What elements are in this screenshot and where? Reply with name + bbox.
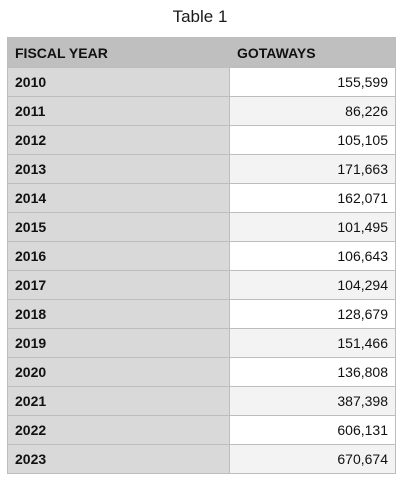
value-cell: 128,679 [230,300,396,329]
table-row [8,271,396,300]
value-cell: 387,398 [230,387,396,416]
header-gotaways: GOTAWAYS [230,38,396,68]
table-row [8,68,396,97]
year-cell: 2022 [8,416,230,445]
value-cell: 151,466 [230,329,396,358]
table-row [8,416,396,445]
year-cell: 2015 [8,213,230,242]
value-cell: 101,495 [230,213,396,242]
year-cell: 2018 [8,300,230,329]
table-row [8,445,396,474]
table-row [8,184,396,213]
value-cell: 606,131 [230,416,396,445]
table-row [8,358,396,387]
table-row [8,97,396,126]
year-cell: 2014 [8,184,230,213]
value-cell: 104,294 [230,271,396,300]
year-cell: 2023 [8,445,230,474]
table-caption: Table 1 [172,7,228,26]
year-cell: 2013 [8,155,230,184]
table-row [8,387,396,416]
table-row [8,329,396,358]
value-cell: 171,663 [230,155,396,184]
value-cell: 155,599 [230,68,396,97]
year-cell: 2021 [8,387,230,416]
table-row [8,126,396,155]
table-row [8,213,396,242]
year-cell: 2020 [8,358,230,387]
header-fiscal-year: FISCAL YEAR [8,38,230,68]
value-cell: 162,071 [230,184,396,213]
table-row [8,155,396,184]
value-cell: 136,808 [230,358,396,387]
gotaways-table [7,37,396,474]
value-cell: 105,105 [230,126,396,155]
value-cell: 670,674 [230,445,396,474]
year-cell: 2012 [8,126,230,155]
year-cell: 2016 [8,242,230,271]
table-header-row [8,38,396,68]
table-row [8,242,396,271]
year-cell: 2017 [8,271,230,300]
year-cell: 2010 [8,68,230,97]
value-cell: 86,226 [230,97,396,126]
value-cell: 106,643 [230,242,396,271]
year-cell: 2011 [8,97,230,126]
year-cell: 2019 [8,329,230,358]
table-row [8,300,396,329]
